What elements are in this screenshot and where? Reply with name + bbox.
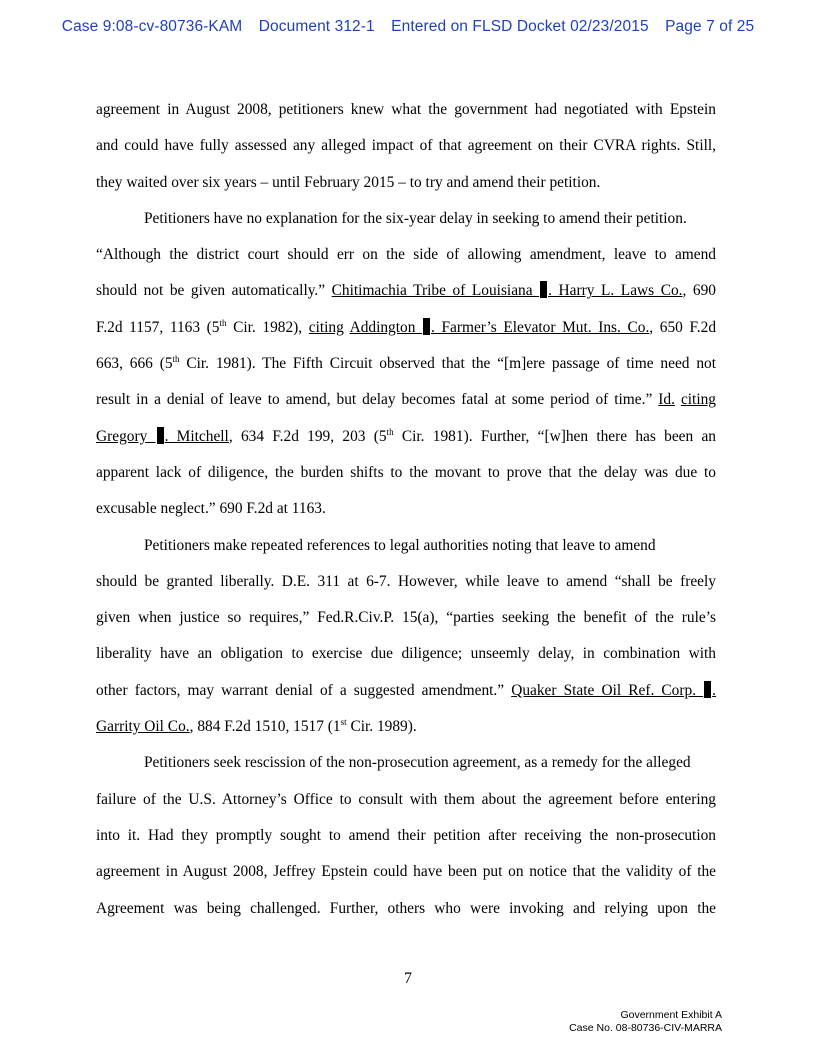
docket-document-number: Document 312-1 xyxy=(258,18,375,35)
exhibit-label xyxy=(569,1009,722,1035)
text-line: “Although the district court should err on the side of allowing amendment, leave to amend xyxy=(96,246,716,264)
text-line: liberality have an obligation to exercise due diligence; unseemly delay, in combination with xyxy=(96,645,716,663)
text-line: other factors, may warrant denial of a suggested amendment.” Quaker State Oil Ref. Corp. . xyxy=(96,681,717,699)
text-line: 663, 666 (5th Cir. 1981). The Fifth Circuit observed that the “[m]ere passage of time need not xyxy=(96,354,716,373)
paragraph-1 xyxy=(96,92,716,201)
text-line: Agreement was being challenged. Further, others who were invoking and relying upon the xyxy=(96,899,716,917)
text-line: should be granted liberally. D.E. 311 at 6-7. However, while leave to amend “shall be freely xyxy=(96,572,716,590)
text-line: Gregory . Mitchell, 634 F.2d 199, 203 (5th Cir. 1981). Further, “[w]hen there has been an xyxy=(96,426,717,445)
citation: Gregory . Mitchell xyxy=(96,427,229,445)
text-line: Petitioners make repeated references to legal authorities noting that leave to amend xyxy=(144,536,656,554)
redaction-box xyxy=(704,681,711,698)
paragraph-4 xyxy=(96,745,716,926)
text-line: and could have fully assessed any alleged impact of that agreement on their CVRA rights. Still, xyxy=(96,137,716,155)
text-line: F.2d 1157, 1163 (5th Cir. 1982), citing Addington . Farmer’s Elevator Mut. Ins. Co., 650 F.2d xyxy=(96,317,717,336)
paragraph-3 xyxy=(96,528,716,746)
text-line: Garrity Oil Co., 884 F.2d 1510, 1517 (1st Cir. 1989). xyxy=(96,717,417,736)
redaction-box xyxy=(423,318,430,335)
docket-entered-date: Entered on FLSD Docket 02/23/2015 xyxy=(391,18,649,35)
text-line: failure of the U.S. Attorney’s Office to consult with them about the agreement before entering xyxy=(96,790,716,808)
docket-stamp xyxy=(0,18,816,36)
docket-page-count: Page 7 of 25 xyxy=(665,18,755,35)
text-line: into it. Had they promptly sought to amend their petition after receiving the non-prosecution xyxy=(96,826,716,844)
text-line: agreement in August 2008, petitioners knew what the government had negotiated with Epstein xyxy=(96,101,716,118)
exhibit-title: Government Exhibit A xyxy=(620,1009,722,1021)
page-number: 7 xyxy=(404,970,412,987)
text-line: result in a denial of leave to amend, but delay becomes fatal at some period of time.” Id. citing xyxy=(96,391,716,409)
citation: Addington . Farmer’s Elevator Mut. Ins. Co. xyxy=(349,318,650,336)
text-line: agreement in August 2008, Jeffrey Epstein could have been put on notice that the validity of the xyxy=(96,863,716,881)
paragraph-2 xyxy=(96,201,716,528)
document-body xyxy=(96,92,716,927)
exhibit-case-number: Case No. 08-80736-CIV-MARRA xyxy=(569,1022,722,1034)
redaction-box xyxy=(157,427,164,444)
text-line: Petitioners have no explanation for the six-year delay in seeking to amend their petition. xyxy=(144,209,687,227)
docket-case-number: Case 9:08-cv-80736-KAM xyxy=(61,18,243,35)
text-line: should not be given automatically.” Chitimachia Tribe of Louisiana . Harry L. Laws Co., 690 xyxy=(96,282,716,300)
citation: Quaker State Oil Ref. Corp. . xyxy=(511,681,717,699)
citation: Chitimachia Tribe of Louisiana . Harry L. Laws Co. xyxy=(331,282,683,300)
text-line: apparent lack of diligence, the burden shifts to the movant to prove that the delay was due to xyxy=(96,463,716,481)
redaction-box xyxy=(540,281,547,298)
text-line: they waited over six years – until February 2015 – to try and amend their petition. xyxy=(96,173,601,191)
text-line: given when justice so requires,” Fed.R.Civ.P. 15(a), “parties seeking the benefit of the rule’s xyxy=(96,609,716,627)
text-line: excusable neglect.” 690 F.2d at 1163. xyxy=(96,500,326,518)
text-line: Petitioners seek rescission of the non-prosecution agreement, as a remedy for the alleged xyxy=(144,754,691,772)
